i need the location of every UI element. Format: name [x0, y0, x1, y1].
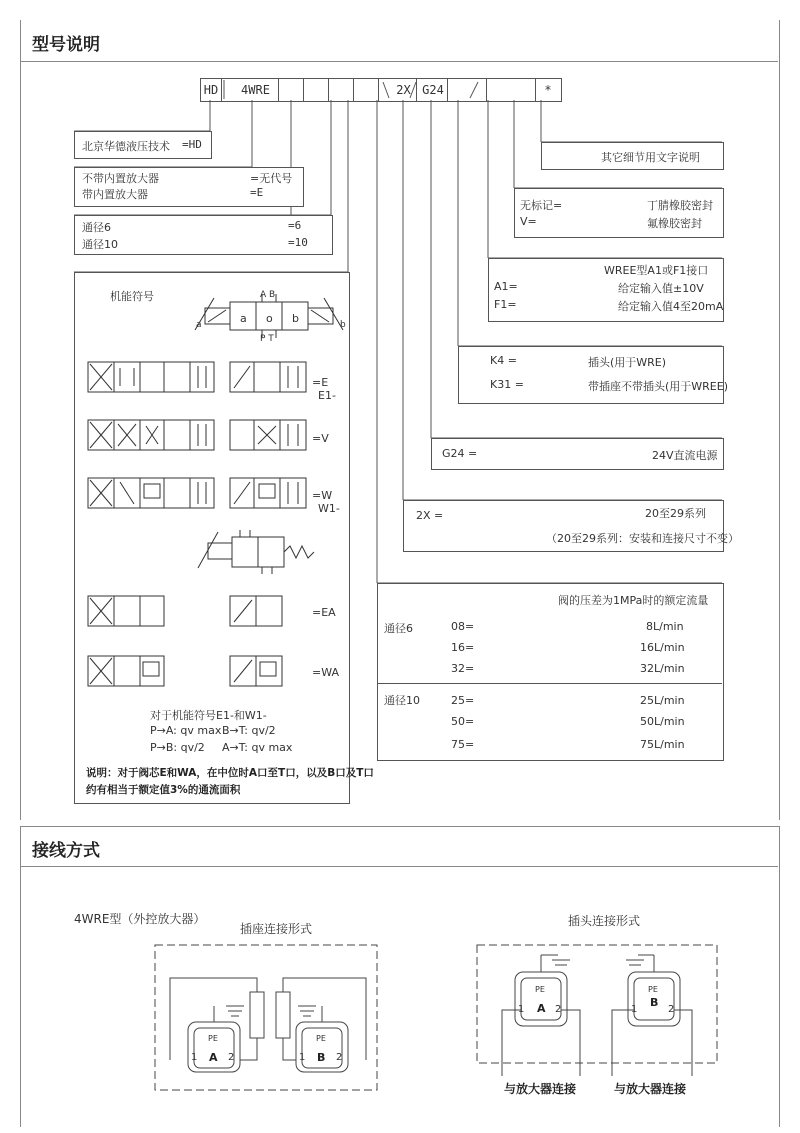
remark-line-2: 约有相当于额定值3%的通流面积 — [86, 784, 241, 796]
solenoid-a-label: a — [196, 320, 202, 330]
diameter-6-label: 通径6 — [384, 622, 413, 635]
flow-code-16: 16= — [451, 641, 475, 654]
flow-formula-2: B→T: qv/2 — [222, 724, 276, 737]
function-w-label: =W — [312, 489, 333, 502]
plug-b-label: B — [650, 996, 659, 1009]
flow-val-08: 8L/min — [646, 620, 684, 633]
k31-label: K31 = — [490, 378, 524, 391]
socket-b-pe: PE — [316, 1034, 326, 1043]
plug-a-pin1: 1 — [518, 1004, 525, 1015]
amplifier-connection-1: 与放大器连接 — [504, 1082, 577, 1096]
seal-v-label: V= — [520, 215, 537, 228]
flow-code-08: 08= — [451, 620, 475, 633]
plug-a-pin2: 2 — [555, 1004, 562, 1015]
flow-code-75: 75= — [451, 738, 475, 751]
function-w1-label: W1- — [318, 502, 340, 515]
seal-none-value: 丁腈橡胶密封 — [647, 199, 713, 212]
size10-label: 通径10 — [82, 238, 118, 251]
amp-none-code: =无代号 — [250, 172, 293, 185]
socket-a-pe: PE — [208, 1034, 218, 1043]
port-pt-label: P T — [260, 334, 274, 344]
size6-label: 通径6 — [82, 221, 111, 234]
socket-a-pin2: 2 — [228, 1052, 235, 1063]
flow-code-50: 50= — [451, 715, 475, 728]
amplifier-connection-2: 与放大器连接 — [614, 1082, 687, 1096]
flow-code-32: 32= — [451, 662, 475, 675]
maker-code: =HD — [182, 138, 202, 151]
a1-label: A1= — [494, 280, 518, 293]
valve-a-label: a — [240, 312, 247, 325]
wree-label: WREE型A1或F1接口 — [604, 264, 709, 277]
solenoid-b-label: b — [340, 320, 346, 330]
code-cell-other: * — [544, 83, 552, 97]
size10-code: =10 — [288, 236, 308, 249]
other-label: 其它细节用文字说明 — [601, 151, 700, 164]
k4-value: 插头(用于WRE) — [588, 356, 667, 369]
flow-val-32: 32L/min — [640, 662, 685, 675]
plug-b-pin1: 1 — [631, 1004, 638, 1015]
k4-label: K4 = — [490, 354, 517, 367]
amp-with-code: =E — [250, 186, 264, 199]
valve-o-label: o — [266, 312, 273, 325]
socket-b-label: B — [317, 1051, 326, 1064]
code-cell-voltage: G24 — [419, 79, 448, 101]
code-cell-maker: HD — [201, 79, 222, 101]
socket-a-label: A — [209, 1051, 218, 1064]
wiring-type-label: 4WRE型（外控放大器） — [74, 912, 206, 926]
flow-val-25: 25L/min — [640, 694, 685, 707]
maker-label: 北京华德液压技术 — [82, 140, 170, 153]
a1-value: 给定输入值±10V — [618, 282, 704, 295]
plug-title: 插头连接形式 — [568, 914, 641, 928]
code-cell-4wre: 4WRE — [233, 79, 279, 101]
e1-w1-note-title: 对于机能符号E1-和W1- — [150, 709, 267, 722]
flow-formula-4: A→T: qv max — [222, 741, 293, 754]
series-label: 2X = — [416, 509, 444, 522]
flow-title: 阀的压差为1MPa时的额定流量 — [558, 594, 709, 607]
valve-b-label: b — [292, 312, 299, 325]
section-title-wiring: 接线方式 — [32, 841, 100, 861]
size6-code: =6 — [288, 219, 302, 232]
plug-b-pe: PE — [648, 985, 658, 994]
series-note: （20至29系列：安装和连接尺寸不变） — [546, 532, 739, 545]
port-ab-label: A B — [260, 290, 276, 300]
flow-code-25: 25= — [451, 694, 475, 707]
f1-value: 给定输入值4至20mA — [618, 300, 724, 313]
plug-b-pin2: 2 — [668, 1004, 675, 1015]
seal-none-label: 无标记= — [520, 199, 563, 212]
socket-b-pin1: 1 — [299, 1052, 306, 1063]
function-wa-label: =WA — [312, 666, 340, 679]
socket-b-pin2: 2 — [336, 1052, 343, 1063]
section-title-model: 型号说明 — [32, 35, 100, 55]
flow-val-50: 50L/min — [640, 715, 685, 728]
function-ea-label: =EA — [312, 606, 336, 619]
amp-none-label: 不带内置放大器 — [82, 172, 159, 185]
amp-with-label: 带内置放大器 — [82, 188, 148, 201]
flow-formula-3: P→B: qv/2 — [150, 741, 205, 754]
f1-label: F1= — [494, 298, 517, 311]
series-value: 20至29系列 — [645, 507, 706, 520]
plug-a-pe: PE — [535, 985, 545, 994]
diameter-10-label: 通径10 — [384, 694, 420, 707]
g24-label: G24 = — [442, 447, 478, 460]
function-e1-label: E1- — [318, 389, 336, 402]
symbol-title: 机能符号 — [110, 290, 154, 303]
function-v-label: =V — [312, 432, 329, 445]
flow-val-16: 16L/min — [640, 641, 685, 654]
g24-value: 24V直流电源 — [652, 449, 718, 462]
socket-a-pin1: 1 — [191, 1052, 198, 1063]
plug-a-label: A — [537, 1002, 546, 1015]
flow-formula-1: P→A: qv max — [150, 724, 222, 737]
flow-val-75: 75L/min — [640, 738, 685, 751]
function-e-label: =E — [312, 376, 329, 389]
k31-value: 带插座不带插头(用于WREE) — [588, 380, 729, 393]
remark-line-1: 说明：对于阀芯E和WA，在中位时A口至T口，以及B口及T口 — [86, 767, 374, 779]
socket-title: 插座连接形式 — [240, 922, 313, 936]
seal-v-value: 氟橡胶密封 — [647, 217, 702, 230]
code-cell-series: 2X — [391, 79, 417, 101]
